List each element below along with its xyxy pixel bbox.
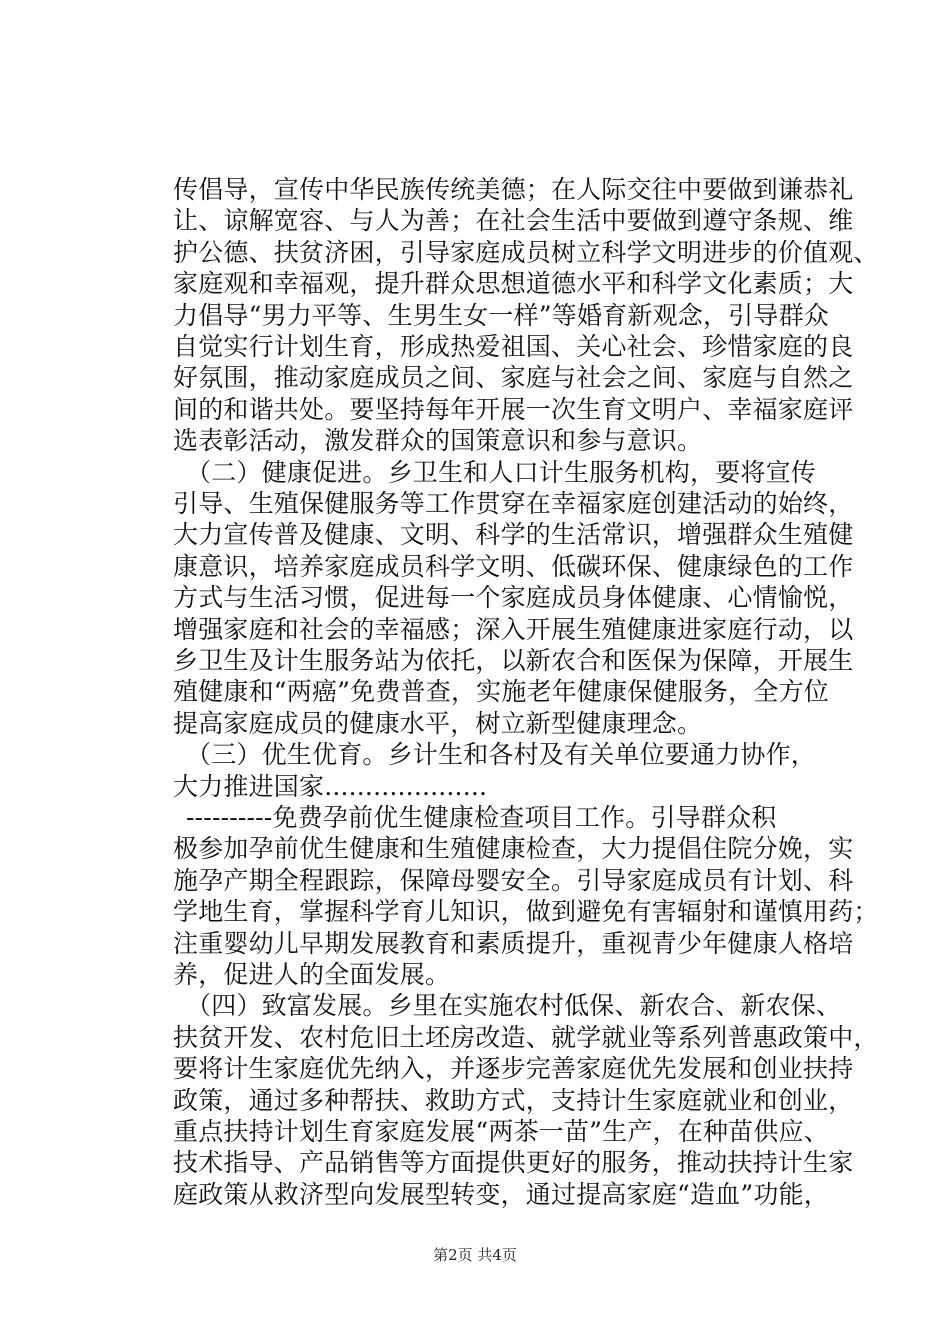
text-line: 间的和谐共处。要坚持每年开展一次生育文明户、幸福家庭评 <box>173 395 854 424</box>
text-line: 技术指导、产品销售等方面提供更好的服务，推动扶持计生家 <box>173 1148 854 1177</box>
text-line: 康意识，培养家庭成员科学文明、低碳环保、健康绿色的工作 <box>173 552 854 581</box>
text-line: 注重婴幼儿早期发展教育和素质提升，重视青少年健康人格培 <box>173 929 854 958</box>
text-line: 扶贫开发、农村危旧土坯房改造、就学就业等系列普惠政策中， <box>173 1023 879 1052</box>
text-line: 方式与生活习惯，促进每一个家庭成员身体健康、心情愉悦， <box>173 583 854 612</box>
text-line: ----------免费孕前优生健康检查项目工作。引导群众积 <box>186 803 777 832</box>
text-line: 重点扶持计划生育家庭发展“两茶一苗”生产，在种苗供应、 <box>173 1117 829 1146</box>
text-line: 大力推进国家.................... <box>173 772 488 801</box>
section-heading-line: （四）致富发展。乡里在实施农村低保、新农合、新农保、 <box>186 991 842 1020</box>
text-line: 殖健康和“两癌”免费普查，实施老年健康保健服务，全方位 <box>173 677 829 706</box>
text-line: 家庭观和幸福观，提升群众思想道德水平和科学文化素质；大 <box>173 269 854 298</box>
text-line: 传倡导，宣传中华民族传统美德；在人际交往中要做到谦恭礼 <box>173 175 854 204</box>
text-line: 极参加孕前优生健康和生殖健康检查，大力提倡住院分娩，实 <box>173 834 854 863</box>
page-number-footer: 第2页 共4页 <box>433 1246 517 1264</box>
text-line: 要将计生家庭优先纳入，并逐步完善家庭优先发展和创业扶持 <box>173 1054 854 1083</box>
text-line: 力倡导“男力平等、生男生女一样”等婚育新观念，引导群众 <box>173 301 829 330</box>
text-line: 增强家庭和社会的幸福感；深入开展生殖健康进家庭行动，以 <box>173 615 854 644</box>
text-line: 乡卫生及计生服务站为依托，以新农合和医保为保障，开展生 <box>173 646 854 675</box>
text-line: 提高家庭成员的健康水平，树立新型健康理念。 <box>173 709 703 738</box>
text-line: 政策，通过多种帮扶、救助方式，支持计生家庭就业和创业， <box>173 1086 854 1115</box>
text-line: 选表彰活动，激发群众的国策意识和参与意识。 <box>173 426 703 455</box>
section-heading-line: （二）健康促进。乡卫生和人口计生服务机构，要将宣传 <box>186 458 817 487</box>
text-line: 好氛围，推动家庭成员之间、家庭与社会之间、家庭与自然之 <box>173 363 854 392</box>
text-line: 护公德、扶贫济困，引导家庭成员树立科学文明进步的价值观、 <box>173 238 879 267</box>
text-line: 引导、生殖保健服务等工作贯穿在幸福家庭创建活动的始终， <box>173 489 854 518</box>
text-line: 让、谅解宽容、与人为善；在社会生活中要做到遵守条规、维 <box>173 206 854 235</box>
text-line: 自觉实行计划生育，形成热爱祖国、关心社会、珍惜家庭的良 <box>173 332 854 361</box>
text-line: 学地生育，掌握科学育儿知识，做到避免有害辐射和谨慎用药； <box>173 897 879 926</box>
text-line: 庭政策从救济型向发展型转变，通过提高家庭“造血”功能， <box>173 1180 829 1209</box>
section-heading-line: （三）优生优育。乡计生和各村及有关单位要通力协作， <box>186 740 817 769</box>
text-line: 施孕产期全程跟踪，保障母婴安全。引导家庭成员有计划、科 <box>173 866 854 895</box>
text-line: 大力宣传普及健康、文明、科学的生活常识，增强群众生殖健 <box>173 520 854 549</box>
text-line: 养，促进人的全面发展。 <box>173 960 451 989</box>
